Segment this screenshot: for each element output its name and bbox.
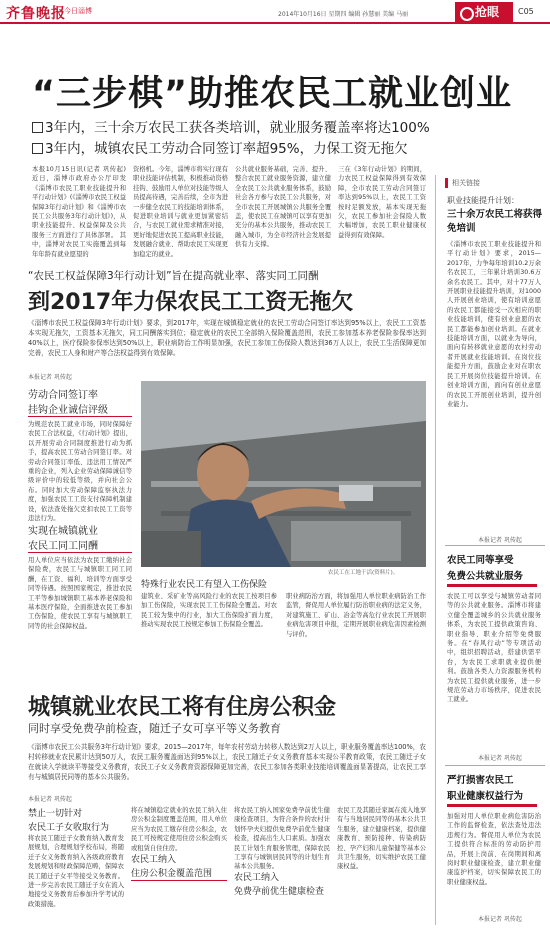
- main-col-3: 公共就业服务基础，完善、提升、整合农民工就业服务资源，建立健全农民工公共就业服务体系，鼓励社会各方参与农民工公共服务，对全市农民工开展城镇公共服务全覆盖，使农民工在城镇可以享有更加充分的基本公共服务，推动农民工融入城市，为全市经济社会发展提供有力支撑。: [235, 166, 331, 249]
- sidebar-byline-2: 本报记者 巩传起: [478, 755, 522, 762]
- worker-photo: [141, 381, 426, 567]
- story2-subhead-1a: 劳动合同签订率: [28, 390, 98, 401]
- story2-subhead-1b: 挂钩企业诚信评级: [28, 405, 108, 416]
- story3-headline: 城镇就业农民工将有住房公积金: [28, 695, 337, 720]
- story3-lead: 《淄博市农民工公共服务3年行动计划》要求，2015—2017年，每年农村劳动力转移人数达到2万人以上，职业服务覆盖率达100%，农村转移就业农民累计达到50万人，农民工服务覆盖面达到95%以上，农民工随迁子女义务教育基本实现公平教育政策，农民工随迁子女在就读入学就读平等接受义务教育，农民工子女义务教育资源保障更加完善，农民工参加各类职业技能培训覆盖面显著提高，让农民工享有与城镇居民同等的基本公共服务。: [28, 743, 426, 781]
- sidebar-accent-bar: [447, 584, 537, 587]
- photo-caption: 农民工在工地干活(资料片)。: [328, 570, 399, 576]
- sidebar-byline-3: 本报记者 巩传起: [478, 916, 522, 923]
- subhead-rule: [28, 416, 132, 417]
- sidebar-tag: 相关链接: [445, 178, 480, 188]
- story2-text-4: 职业病防治方面，将加强用人单位职业病防治工作监管，督促用人单位履行防治职业病的法定义务，对建筑施工、矿山、冶金等高危行业农民工开展职业病危害项目申报，定期开展职业病危害因素检测与评价。: [286, 593, 426, 638]
- sidebar-title-2b: 免费公共就业服务: [447, 571, 524, 582]
- photo-story-headline: 特殊行业农民工有望入工伤保险: [141, 580, 268, 590]
- story2-kicker: “农民工权益保障3年行动计划”旨在提高就业率、落实同工同酬: [28, 270, 319, 282]
- masthead: [0, 0, 550, 24]
- subhead-rule: [28, 552, 132, 553]
- dateline: 2014年10月16日 星期四 编辑 孙慧丽 美编 马丽: [278, 11, 409, 18]
- sidebar-title-3b: 职业健康权益行为: [447, 791, 524, 802]
- sidebar-title-2a: 农民工同等享受: [447, 555, 514, 566]
- story2-subhead-2b: 农民工同工同酬: [28, 541, 98, 552]
- subhead-rule: [131, 880, 227, 881]
- sidebar-title-3a: 严打损害农民工: [447, 775, 514, 786]
- sidebar-title-1: 三十余万农民工将获得免培训: [447, 209, 543, 234]
- story2-text-3: 建筑业、采矿业等高风险行业的农民工按项目参加工伤保险，实现农民工工伤保险全覆盖。对农民工较为集中的行业，加大工伤保险扩面力度，推动实现农民工按规定参加工伤保险全覆盖。: [141, 593, 277, 629]
- story2-byline: 本报记者 巩传起: [28, 374, 72, 381]
- story3-text-2: 将在城镇稳定就业的农民工纳入住房公积金制度覆盖范围，用人单位应当为农民工缴存住房公积金，农民工可按规定使用住房公积金购买或租赁自住住房。: [131, 807, 227, 852]
- main-col-1: 本报10月15日讯(记者 巩传起) 近日，淄博市政府办公厅印发《淄博市农民工职业技能提升和平行动计划》(《淄博市农民工权益保障3年行动计划》和《淄博市农民工公共服务3年行动计划》)，从职业技能提升、权益保障及公共服务三方面进行了具体部署。 其中，淄博对农民工实施覆盖到每年年龄有就业愿望的: [32, 166, 126, 258]
- story3-subhead-3a: 农民工纳入: [234, 873, 280, 883]
- checkbox-icon: [32, 122, 43, 133]
- section-tag: 抢眼: [455, 2, 513, 22]
- sidebar-accent-bar: [447, 804, 537, 807]
- story2-headline: 到2017年力保农民工工资无拖欠: [28, 290, 354, 315]
- checkbox-icon: [32, 143, 43, 154]
- story3-text-3: 将农民工纳入国家免费孕前优生健康检查项目，为符合条件的农村计划怀孕夫妇提供免费孕前优生健康检查，提高出生人口素质。加强农民工计划生育服务管理，保障农民工享有与城镇居民同等的计划生育基本公共服务。: [234, 807, 330, 871]
- story3-subhead-2a: 农民工纳入: [131, 855, 177, 865]
- main-deck-2: 3年内，城镇农民工劳动合同签订率超95%，力保工资无拖欠: [32, 137, 408, 157]
- main-headline: “三步棋”助推农民工就业创业: [32, 74, 513, 114]
- sidebar-text-3: 加强对用人单位职业病危害防治工作的监督检查，依法查处违法违规行为。督促用人单位为农民工提供符合标准的劳动防护用品，开展上岗前、在岗期间和离岗时职业健康检查，建立职业健康监护档案，切实保障农民工的职业健康权益。: [447, 813, 541, 886]
- story3-subhead-2b: 住房公积金覆盖范围: [131, 869, 213, 879]
- worker-photo-image: [141, 381, 426, 567]
- sidebar-text-2: 农民工可以享受与城镇劳动者同等的公共就业服务。淄博市将建立健全覆盖城乡的公共就业服务体系，为农民工提供政策咨询、职业指导、职业介绍等免费服务。在“春风行动”等专项活动中，组织招聘活动，搭建供需平台，为农民工求职就业提供便利。鼓励各类人力资源服务机构为农民工提供就业服务，进一步规范劳动力市场秩序，促进农民工就业。: [447, 593, 541, 704]
- sidebar-rule: [445, 765, 545, 766]
- story3-text-4: 农民工及其随迁家属在流入地享有与当地居民同等的基本公共卫生服务，建立健康档案，提供健康教育、预防接种、传染病防控、孕产妇和儿童保健等基本公共卫生服务，切实维护农民工健康权益。: [337, 807, 426, 871]
- story2-text-2: 用人单位应当依法为农民工缴纳社会保险费，农民工与城镇职工同工同酬，在工资、福利、培训等方面享受同等待遇。按照国家规定，推进农民工平等参加城镇职工基本养老保险和基本医疗保险，全面推进农民工参加工伤保险，使农民工享有与城镇职工同等的社会保障权益。: [28, 557, 132, 630]
- sidebar-text-1: 《淄博市农民工职业技能提升和平行动计划》要求，2015—2017年，力争每年培训10.2万余名农民工，三年累计培训30.6万余名农民工。其中，对十77万人开展职业技能提升培训，对1000人开展创业培训，使有培训意愿的农民工都能接受一次相应的职业技能培训，使有创业意愿的农民工都能参加创业培训。在就业技能培训方面，以就业为导向，面向有转移就业意愿的农村劳动者开展就业技能培训。在岗位技能提升方面，鼓励企业对在职农民工开展岗位技能提升培训。在创业培训方面，面向有创业意愿的农民工开展创业培训，提升创业能力。: [447, 241, 541, 408]
- story2-text-1: 为规范农民工就业市场，同时保障好农民工合法权益，《行动计划》提出，以开展劳动合同制度推进行动为抓手，提高农民工劳动合同签订率。对劳动合同签订率低、违法用工情况严重的企业，列入企业劳动保障诚信等级评价中的较低等级，并向社会公布。同时加大劳动保障监察执法力度，加强农民工工资支付保障机制建设，依法查处拖欠克扣农民工工资等违法行为。: [28, 421, 132, 523]
- sidebar-divider: [435, 175, 436, 925]
- page-number: C05: [518, 7, 534, 16]
- edition-name: 今日淄博: [64, 7, 92, 15]
- story3-text-1: 将农民工随迁子女教育纳入教育发展规划，合理规划学校布局，将随迁子女义务教育纳入各级政府教育发展规划和财政保障范畴，保障农民工随迁子女平等接受义务教育。进一步完善农民工随迁子女在流入地接受义务教育后参加升学考试的政策措施。: [28, 835, 124, 908]
- story2-lead: 《淄博市农民工权益保障3年行动计划》要求，到2017年，实现在城镇稳定就业的农民工劳动合同签订率达到95%以上，农民工工资基本实现无拖欠，工资基本无拖欠，同工同酬落实到位；稳定就业的农民工全部纳入保险覆盖范围，农民工参加基本养老保险参保率达到40%以上，医疗保险参保率达到50%以上，职业病防治工作明显加强，农民工参加工伤保险人数达到36万人以上，农民工生活保障更加完善，农民工人身和财产等合法权益得到有效保障。: [28, 319, 426, 357]
- main-col-4: 三在《3年行动计划》的期间，力农民工权益保障得到有效保障，全市农民工劳动合同签订率达到95%以上，农民工工资按时足额发放，基本实现无拖欠，农民工参加社会保险人数大幅增加，农民工职业健康权益得到有效保障。: [338, 166, 426, 239]
- main-deck-1: 3年内，三十余万农民工获各类培训，就业服务覆盖率将达100%: [32, 116, 430, 136]
- newspaper-logo: 齐鲁晚报: [6, 6, 66, 22]
- main-col-2: 资格机。今年，淄博市将实行现有职业技能评估机制，积极推动资格挂钩、鼓励用人单位对技能等级人员提高待遇，完善后续，全市为进一步健全农民工的技能培训体系，促进职业培训与就业更加紧密结合，与农民工就业需求精准对接，更好地促进农民工提高职业技能，发展融合就业、帮助农民工实现更加稳定的就业。: [133, 166, 228, 258]
- sidebar-kicker: 职业技能提升计划：: [447, 196, 519, 205]
- story3-deck: 同时享受免费孕前检查，随迁子女可享平等义务教育: [28, 722, 281, 735]
- sidebar-byline-1: 本报记者 巩传起: [478, 537, 522, 544]
- story3-subhead-1b: 农民工子女收取行为: [28, 823, 110, 833]
- story3-subhead-1a: 禁止一切针对: [28, 809, 83, 819]
- story2-subhead-2a: 实现在城镇就业: [28, 526, 98, 537]
- story3-byline: 本报记者 巩传起: [28, 796, 72, 803]
- story3-subhead-3b: 免费孕前优生健康检查: [234, 887, 325, 897]
- sidebar-rule: [445, 545, 545, 546]
